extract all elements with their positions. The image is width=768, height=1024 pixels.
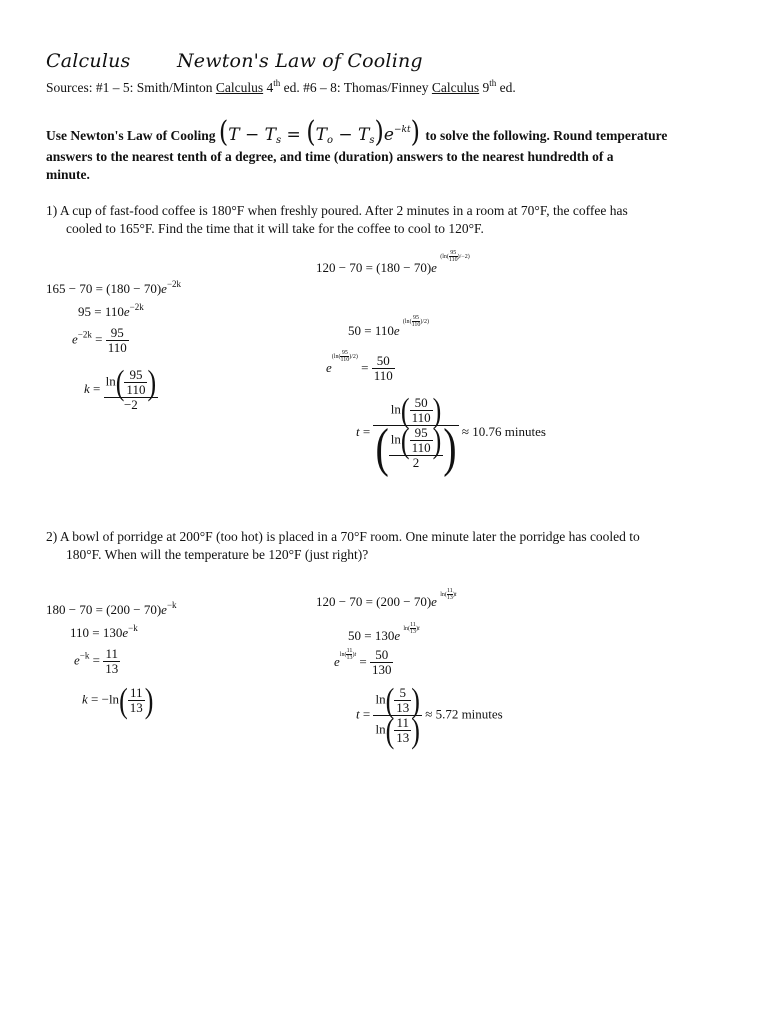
- p1-right-eq1: 120 − 70 = (180 − 70)e (ln( $\frac{95}{110}$ )/−2): [316, 250, 470, 275]
- p1-right-eq3: e(ln( $\frac{95}{110}$ )/2) = $\frac{50}{110}$: [326, 350, 393, 384]
- p1-right-t: t = ln( $\frac{50}{110}$ ) ( ln( $\frac{95}{110}$ ) 2 ) ≈ 10.76 minutes: [356, 390, 546, 478]
- p1-left-eq3: $e^{-2k}$ = $\frac{95}{110}$: [72, 325, 127, 355]
- p1-left-eq2: $95 = 110e^{-2k}$: [78, 302, 144, 319]
- topic-name: Newton's Law of Cooling: [176, 50, 423, 72]
- p2-left-k: k = −ln( $\frac{11}{13}$ ): [82, 680, 154, 720]
- p2-right-eq3: eln( $\frac{11}{13}$ )t = $\frac{50}{130}$: [334, 647, 392, 678]
- p2-left-eq1: $180 - 70 = (200 - 70)e^{-k}$: [46, 600, 177, 617]
- p1-left-k: k = ln( $\frac{95}{110}$ ) −2: [84, 362, 157, 412]
- instructions-lead: Use Newton's Law of Cooling: [46, 128, 216, 143]
- cooling-formula: $(T - T_s = (T_o - T_s)e^{-kt})$: [218, 115, 420, 149]
- p2-right-t: t = ln( $\frac{5}{13}$ ) ln( $\frac{11}{13}$ ) ≈ 5.72 minutes: [356, 680, 503, 750]
- book-title-2: Calculus: [431, 80, 480, 95]
- problem-2-line1: 2) A bowl of porridge at 200°F (too hot) is placed in a 70°F room. One minute later the porridge has cooled to: [46, 529, 640, 544]
- p2-result: ≈ 5.72 minutes: [425, 706, 503, 722]
- instructions-line3: minute.: [46, 167, 90, 182]
- page-title: [46, 50, 423, 72]
- instructions-tail: to solve the following. Round temperature: [425, 128, 668, 143]
- course-name: Calculus: [46, 50, 131, 72]
- problem-2-line2: 180°F. When will the temperature be 120°F (just right)?: [66, 547, 369, 562]
- p2-right-eq1: 120 − 70 = (200 − 70)e ln( $\frac{11}{13}$ )t: [316, 588, 457, 609]
- problem-1-line2: cooled to 165°F. Find the time that it will take for the coffee to cool to 120°F.: [66, 221, 484, 236]
- p2-right-eq2: 50 = 130e ln( $\frac{11}{13}$ )t: [348, 622, 420, 643]
- p1-result: ≈ 10.76 minutes: [461, 423, 546, 439]
- book-title-1: Calculus: [215, 80, 264, 95]
- sources-line: Sources: #1 – 5: Smith/Minton Calculus 4th ed. #6 – 8: Thomas/Finney Calculus 9th ed.: [46, 78, 516, 95]
- p2-left-eq2: $110 = 130e^{-k}$: [70, 623, 138, 640]
- problem-1-line1: 1) A cup of fast-food coffee is 180°F when freshly poured. After 2 minutes in a room at 70°F, the coffee has: [46, 203, 628, 218]
- p1-right-eq2: 50 = 110e (ln( $\frac{95}{110}$ )/2): [348, 315, 430, 338]
- instructions-line2: answers to the nearest tenth of a degree, and time (duration) answers to the nearest hundredth of a: [46, 149, 614, 164]
- p2-left-eq3: $e^{-k}$ = $\frac{11}{13}$: [74, 646, 119, 676]
- p1-left-eq1: $165 - 70 = (180 - 70)e^{-2k}$: [46, 279, 182, 296]
- instructions: [46, 115, 668, 149]
